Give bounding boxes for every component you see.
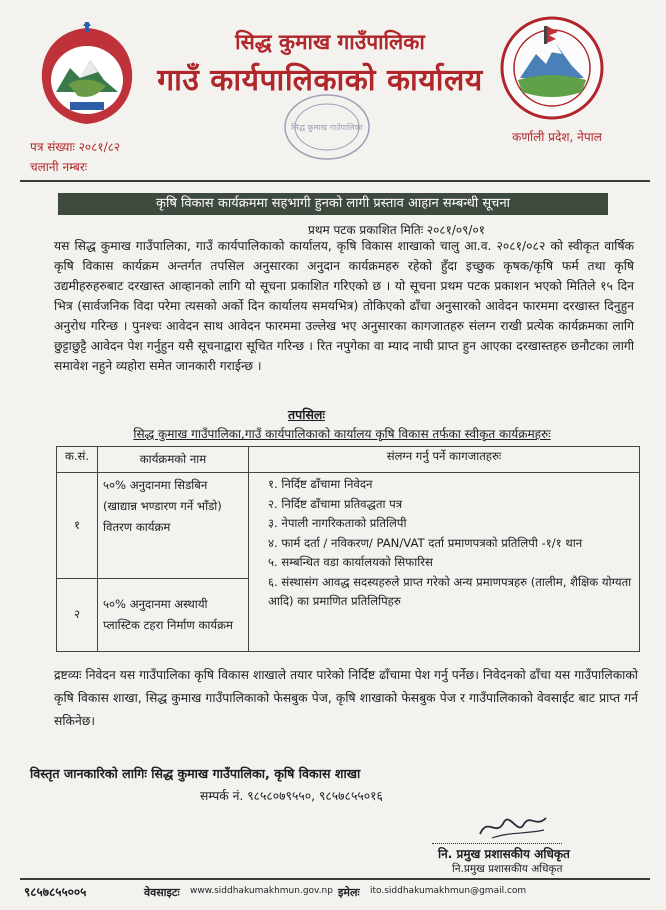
documents-list — [254, 475, 634, 612]
municipality-logo — [496, 14, 608, 122]
document-item: ६. संस्थासंग आवद्ध सदस्यहरुले प्राप्त गरेको अन्य प्रमाणपत्रहरु (तालीम, शैक्षिक योग्यता आदि) का प्रमाणित प्रतिलिपिहरु — [268, 574, 632, 608]
table-caption: सिद्ध कुमाख गाउँपालिका,गाउँ कार्यपालिकाको कार्यालय कृषि विकास तर्फका स्वीकृत कार्यक्रमहरुः — [133, 427, 551, 441]
row-sn: १ — [57, 473, 98, 579]
signatory-title: नि. प्रमुख प्रशासकीय अधिकृत — [438, 847, 570, 861]
program-name-cell — [98, 473, 249, 579]
document-item: ५. सम्बन्धित वडा कार्यालयको सिफारिस — [268, 555, 433, 569]
programs-table — [56, 446, 640, 652]
header-program-name: कार्यक्रमको नाम — [98, 447, 249, 473]
notice-body: यस सिद्ध कुमाख गाउँपालिका, गाउँ कार्यपालिकाको कार्यालय, कृषि विकास शाखाको चालु आ.व. २०८१/०८२ को स्वीकृत वार्षिक कृषि विकास कार्यक्रम अन्तर्गत तपसिल अनुसारका अनुदान कार्यक्रमहरु रहेको हुँदा इच्छुक कृषक/कृषि फर्म तथा कृषि उद्यमीहरुहरुबाट दरखास्त आव्हानको लागि यो सूचना प्रकाशित गरिएको छ । यो सूचना प्रथम पटक प्रकाशन भएको मितिले १५ दिन भित्र (सार्वजनिक विदा परेमा त्यसको अर्को दिन कार्यालय समयभित्र) तोकिएको ढाँचा अनुसारको आवेदन फारममा दरखास्त दिनुहुन अनुरोध गरिन्छ । पुनश्चः आवेदन साथ आवेदन फारममा उल्लेख भए अनुसारका कागजातहरु संलग्न राखी प्रत्येक कार्यक्रमका लागि छुट्टाछुट्टै आवेदन पेश गर्नुहुन यसै सूचनाद्वारा सूचित गरिन्छ । रित नपुगेका वा म्याद नाघी प्राप्त हुन आएका दरखास्तहरु छनौटका लागी समावेश नहुने व्यहोरा समेत जानकारी गराईन्छ । — [54, 239, 634, 373]
table-header-row — [57, 447, 640, 473]
document-item: २. निर्दिष्ट ढाँचामा प्रतिवद्धता पत्र — [268, 496, 403, 511]
program-name-cell — [98, 578, 249, 651]
reference-number: पत्र संख्याः २०८१/८२ — [30, 140, 121, 154]
contact-info: विस्तृत जानकारिको लागिः सिद्ध कुमाख गाउँपालिका, कृषि विकास शाखा — [30, 766, 361, 781]
details-label: तपसिलः — [288, 407, 325, 422]
program-name: ५०% अनुदानमा सिडबिन (खाद्यान्न भण्डारण गर्ने भाँडो) वितरण कार्यक्रम — [103, 478, 222, 534]
dispatch-number: चलानी नम्बरः — [30, 160, 88, 174]
documents-cell — [249, 473, 640, 652]
seal-text: सिद्ध कुमाख गाउँपालिका — [291, 123, 363, 132]
signatory-stamp: नि.प्रमुख प्रशासकीय अधिकृत — [452, 863, 563, 875]
document-item: ३. नेपाली नागरिकताको प्रतिलिपी — [268, 516, 407, 530]
municipality-name: सिद्ध कुमाख गाउँपालिका — [235, 30, 425, 54]
nepal-emblem-icon — [28, 22, 146, 130]
province-label: कर्णाली प्रदेश, नेपाल — [512, 130, 602, 144]
notice-title: कृषि विकास कार्यक्रममा सहभागी हुनको लागी प्रस्ताव आहान सम्बन्धी सूचना — [58, 193, 608, 215]
office-name: गाउँ कार्यपालिकाको कार्यालय — [157, 63, 483, 98]
footer-divider — [20, 878, 650, 880]
header-sn: क.सं. — [57, 447, 98, 473]
first-published-date: प्रथम पटक प्रकाशित मितिः २०८१/०९/०१ — [308, 223, 485, 237]
signature-line — [432, 843, 562, 844]
email-link[interactable]: ito.siddhakumakhmun@gmail.com — [370, 886, 527, 896]
row-sn: २ — [57, 578, 98, 651]
website-label: वेवसाइटः — [144, 886, 180, 899]
signature-icon — [474, 808, 554, 844]
contact-phones: सम्पर्क नं. ९८५८०७९५५०, ९८५७८५५०१६ — [200, 789, 383, 803]
note-paragraph: द्रष्टव्यः निवेदन यस गाउँपालिका कृषि विकास शाखाले तयार पारेको निर्दिष्ट ढाँचामा पेश गर्नु पर्नेछ। निवेदनको ढाँचा यस गाउँपालिकाको कृषि विकास शाखा, सिद्ध कुमाख गाउँपालिकाको फेसबुक पेज, कृषि शाखाको फेसबुक पेज र गाउँपालिकाको वेवसाईट बाट प्राप्त गर्न सकिनेछ। — [54, 668, 638, 728]
footer-phone: ९८५७८५५००५ — [24, 885, 87, 899]
header-divider — [20, 180, 650, 182]
document-item: ४. फार्म दर्ता / नविकरण/ PAN/VAT दर्ता प्रमाणपत्रको प्रतिलिपी -१/१ थान — [268, 535, 583, 550]
email-label: इमेलः — [338, 886, 360, 899]
program-name: ५०% अनुदानमा अस्थायी प्लास्टिक टहरा निर्माण कार्यक्रम — [103, 596, 233, 632]
table-row — [57, 473, 640, 579]
header-documents: संलग्न गर्नु पर्ने कागजातहरुः — [249, 447, 640, 473]
website-link[interactable]: www.siddhakumakhmun.gov.np — [190, 886, 333, 896]
document-item: १. निर्दिष्ट ढाँचामा निवेदन — [268, 477, 373, 491]
office-seal-icon — [282, 92, 372, 162]
